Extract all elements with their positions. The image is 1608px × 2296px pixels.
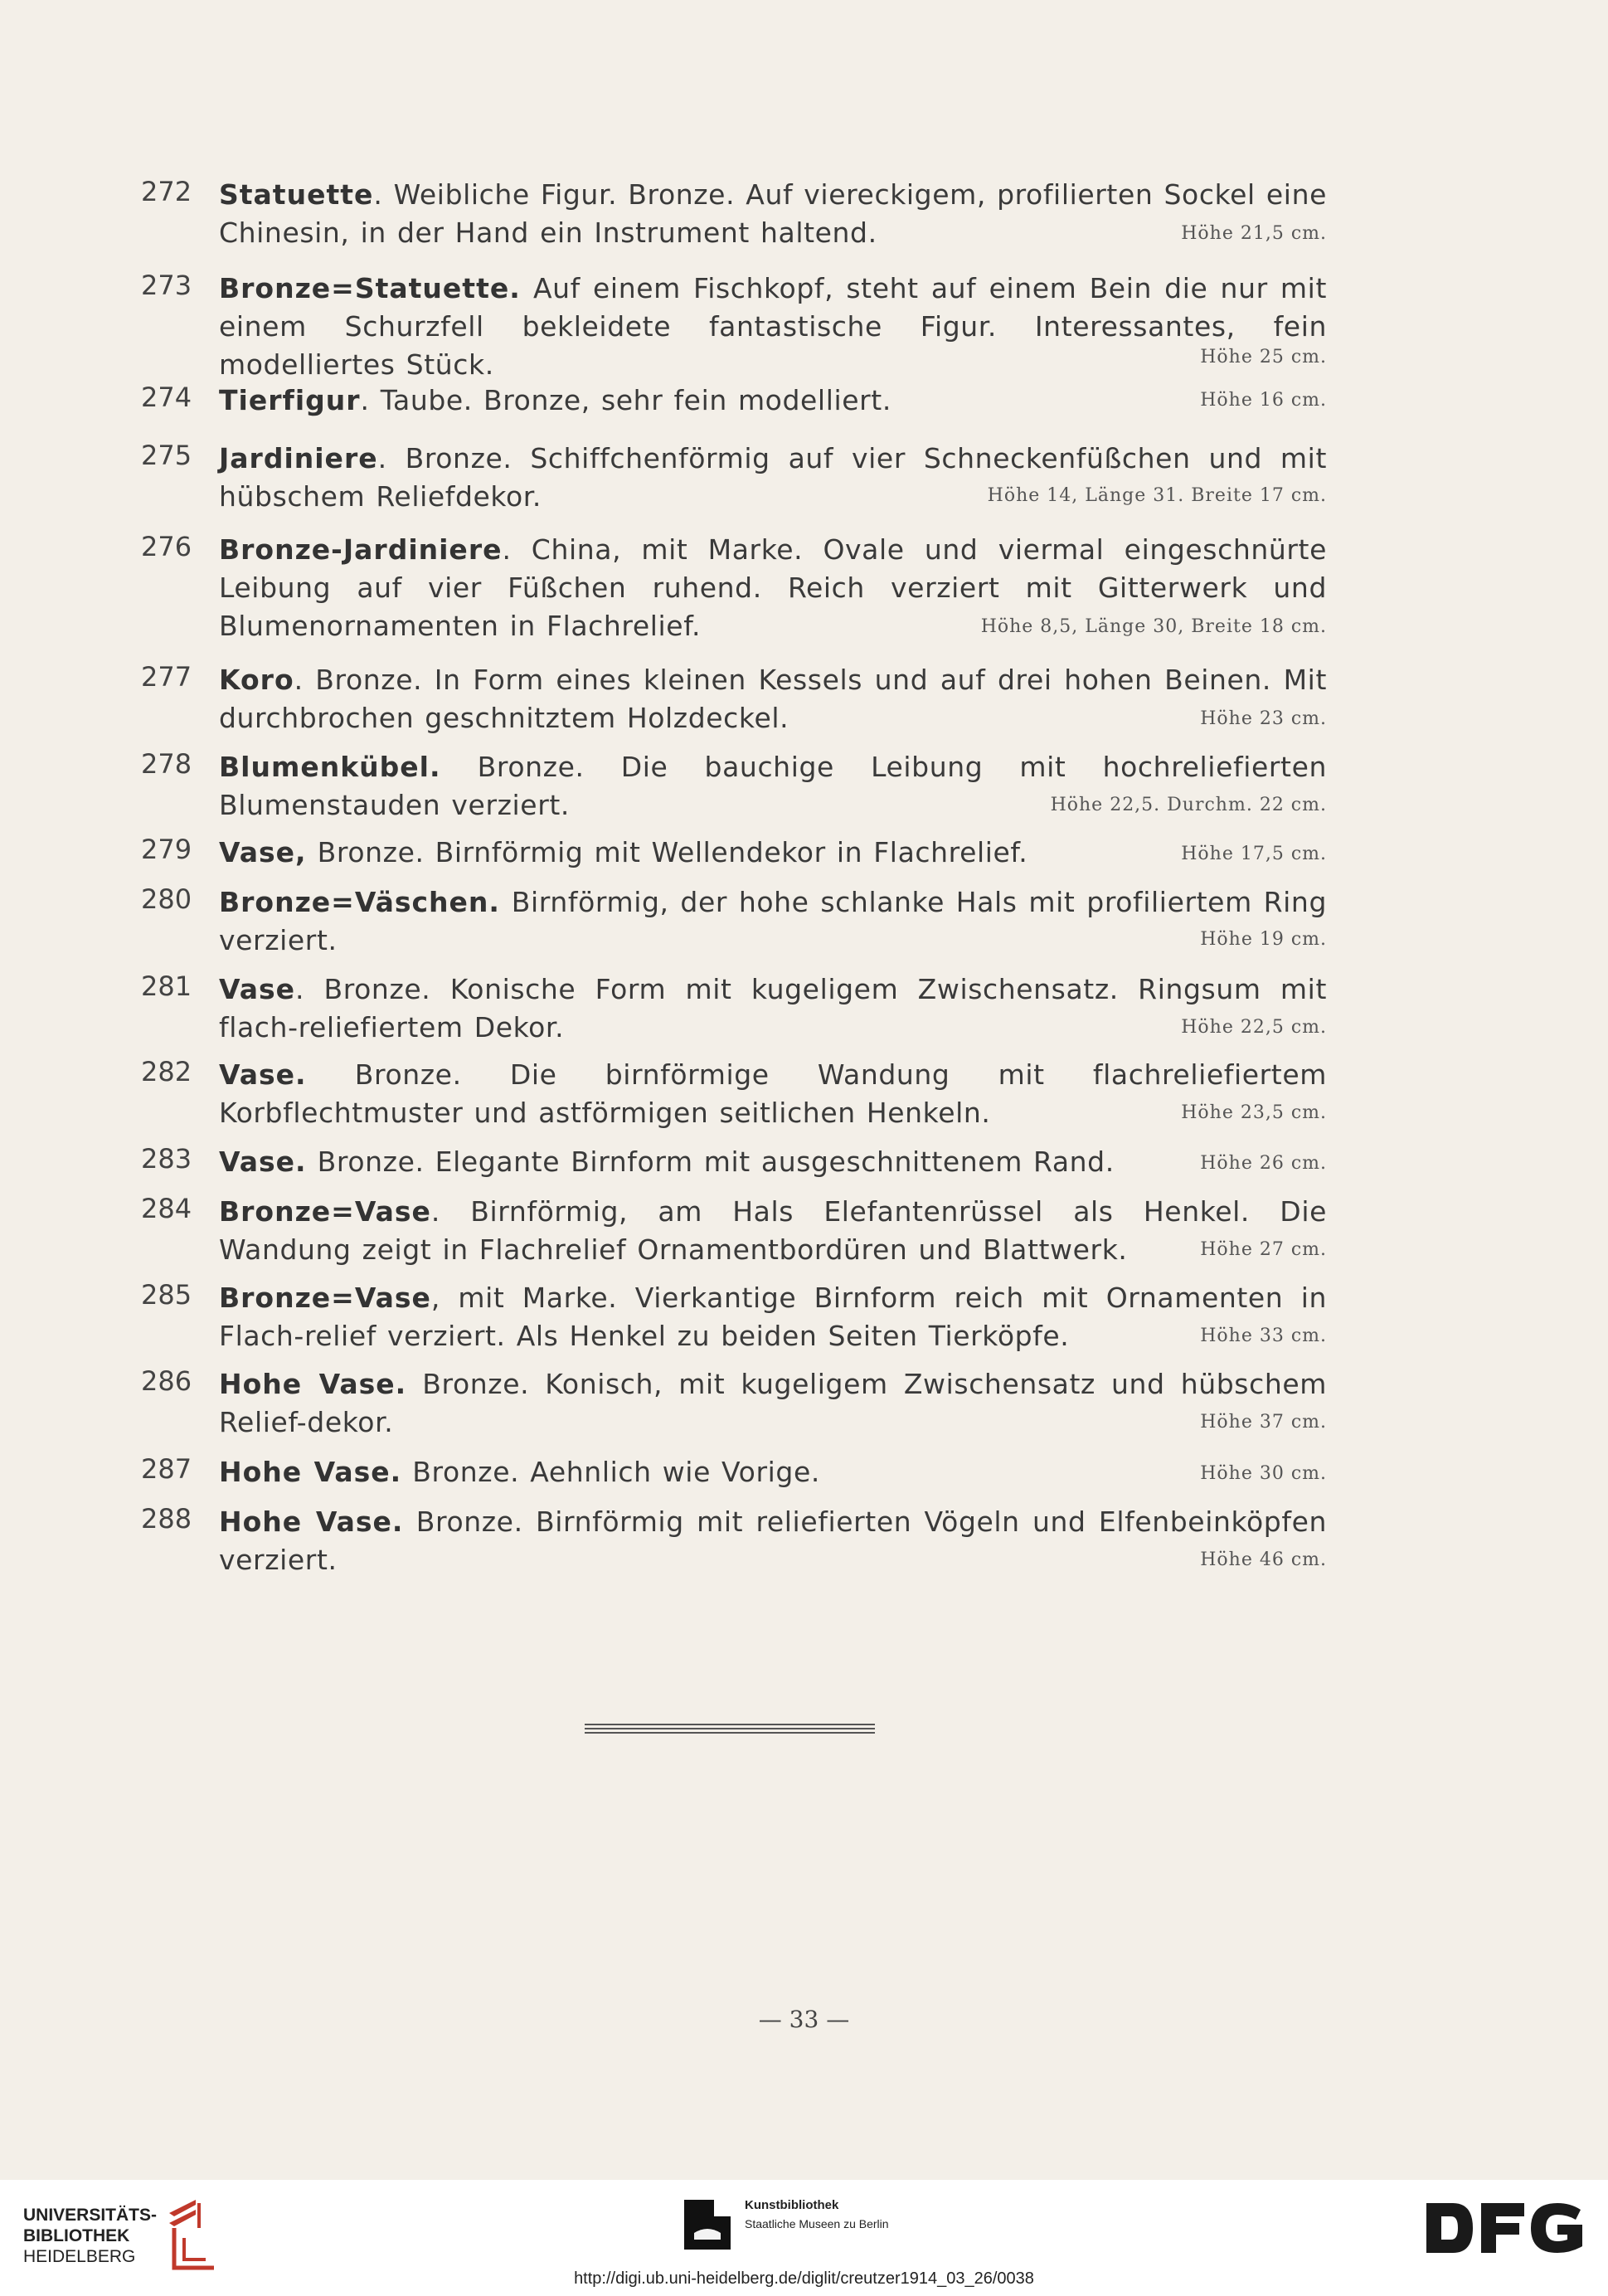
entry-title: Bronze=Vase [219, 1195, 431, 1228]
entry-title: Bronze=Vase [219, 1282, 431, 1314]
entry-description: . Taube. Bronze, sehr fein modelliert. [360, 384, 891, 416]
entry-text [219, 834, 1327, 872]
entry-number: 272 [141, 176, 192, 207]
ub-line-2: BIBLIOTHEK [23, 2226, 130, 2245]
entry-title: Bronze=Statuette. [219, 272, 521, 304]
entry-number: 281 [141, 970, 192, 1002]
entry-description: Bronze. Konisch, mit kugeligem Zwischensatz und hübschem Relief-dekor. [219, 1368, 1327, 1438]
entry-description: . Bronze. In Form eines kleinen Kessels und auf drei hohen Beinen. Mit durchbrochen geschnitztem Holzdeckel. [219, 664, 1327, 734]
entry-number: 274 [141, 382, 192, 413]
entry-dimensions: Höhe 14, Länge 31. Breite 17 cm. [987, 485, 1327, 506]
entry-description: . Bronze. Konische Form mit kugeligem Zwischensatz. Ringsum mit flach-reliefiertem Dekor. [219, 973, 1327, 1043]
entry-dimensions: Höhe 21,5 cm. [1181, 223, 1327, 244]
kunstbibliothek-logo-icon[interactable] [684, 2200, 731, 2250]
entry-text [219, 1453, 1327, 1491]
entry-dimensions: Höhe 23 cm. [1200, 708, 1327, 729]
ub-line-3: HEIDELBERG [23, 2247, 136, 2266]
entry-description: , mit Marke. Vierkantige Birnform reich mit Ornamenten in Flach-relief verziert. Als Henkel zu beiden Seiten Tierköpfe. [219, 1282, 1327, 1352]
entry-text [219, 1503, 1327, 1579]
entry-description: Bronze. Birnförmig mit Wellendekor in Flachrelief. [306, 836, 1028, 868]
entry-title: Hohe Vase. [219, 1456, 402, 1488]
entry-dimensions: Höhe 46 cm. [1200, 1549, 1327, 1570]
entry-dimensions: Höhe 26 cm. [1200, 1153, 1327, 1174]
entry-number: 286 [141, 1365, 192, 1397]
entry-title: Vase. [219, 1146, 307, 1178]
entry-text [219, 176, 1327, 252]
entry-title: Blumenkübel. [219, 751, 441, 783]
entry-number: 278 [141, 748, 192, 780]
entry-description: Bronze. Aehnlich wie Vorige. [401, 1456, 820, 1488]
entry-dimensions: Höhe 16 cm. [1200, 390, 1327, 411]
ub-line-1: UNIVERSITÄTS- [23, 2206, 158, 2225]
source-url-link[interactable]: http://digi.ub.uni-heidelberg.de/diglit/creutzer1914_03_26/0038 [574, 2269, 1034, 2288]
entry-title: Vase, [219, 836, 307, 868]
section-divider [585, 1724, 875, 1736]
entry-text [219, 382, 1327, 420]
entry-dimensions: Höhe 37 cm. [1200, 1412, 1327, 1433]
entry-description: . Bronze. Schiffchenförmig auf vier Schneckenfüßchen und mit hübschem Reliefdekor. [219, 442, 1327, 513]
entry-number: 276 [141, 531, 192, 562]
entry-description: Bronze. Elegante Birnform mit ausgeschnittenem Rand. [306, 1146, 1115, 1178]
entry-number: 279 [141, 834, 192, 865]
footer-bar [0, 2180, 1608, 2296]
entry-text [219, 883, 1327, 960]
entry-text [219, 1365, 1327, 1442]
entry-title: Hohe Vase. [219, 1368, 407, 1400]
entry-description: Auf einem Fischkopf, steht auf einem Bein die nur mit einem Schurzfell bekleidete fantastische Figur. Interessantes, fein modelliertes Stück. [219, 272, 1327, 381]
dfg-logo-icon[interactable] [1426, 2203, 1584, 2253]
entry-text [219, 1193, 1327, 1269]
entry-number: 283 [141, 1143, 192, 1175]
entry-text [219, 1143, 1327, 1181]
entry-title: Statuette [219, 178, 374, 211]
kunstbibliothek-subtitle: Staatliche Museen zu Berlin [745, 2217, 889, 2230]
entry-dimensions: Höhe 33 cm. [1200, 1326, 1327, 1346]
kunstbibliothek-name: Kunstbibliothek [745, 2198, 839, 2212]
entry-number: 288 [141, 1503, 192, 1535]
entry-dimensions: Höhe 17,5 cm. [1181, 844, 1327, 864]
entry-text [219, 970, 1327, 1047]
entry-number: 275 [141, 440, 192, 471]
entry-number: 287 [141, 1453, 192, 1485]
entry-title: Vase. [219, 1058, 307, 1091]
entry-title: Bronze=Väschen. [219, 886, 500, 918]
entry-description: . Weibliche Figur. Bronze. Auf viereckigem, profilierten Sockel eine Chinesin, in der Hand ein Instrument haltend. [219, 178, 1327, 249]
entry-text [219, 270, 1327, 384]
entry-text [219, 1279, 1327, 1355]
kunstbibliothek-label[interactable] [745, 2198, 889, 2230]
entry-dimensions: Höhe 27 cm. [1200, 1239, 1327, 1260]
entry-text [219, 1056, 1327, 1132]
entry-dimensions: Höhe 19 cm. [1200, 929, 1327, 950]
entry-title: Bronze-Jardiniere [219, 533, 503, 566]
entry-dimensions: Höhe 22,5. Durchm. 22 cm. [1050, 795, 1327, 815]
entry-description: . China, mit Marke. Ovale und viermal eingeschnürte Leibung auf vier Füßchen ruhend. Reich verziert mit Gitterwerk und Blumenornamenten in Flachrelief. [219, 533, 1327, 642]
entry-title: Tierfigur [219, 384, 361, 416]
entry-dimensions: Höhe 30 cm. [1200, 1463, 1327, 1484]
entry-title: Hohe Vase. [219, 1506, 404, 1538]
entry-number: 280 [141, 883, 192, 915]
page-number: — 33 — [758, 2006, 850, 2033]
entry-number: 273 [141, 270, 192, 301]
entry-description: Birnförmig, der hohe schlanke Hals mit profiliertem Ring verziert. [219, 886, 1327, 956]
entry-dimensions: Höhe 22,5 cm. [1181, 1017, 1327, 1038]
entry-number: 284 [141, 1193, 192, 1224]
entry-dimensions: Höhe 23,5 cm. [1181, 1102, 1327, 1123]
entry-description: Bronze. Die bauchige Leibung mit hochreliefierten Blumenstauden verziert. [219, 751, 1327, 821]
entry-dimensions: Höhe 8,5, Länge 30, Breite 18 cm. [980, 616, 1327, 637]
entry-title: Vase [219, 973, 296, 1005]
entry-number: 282 [141, 1056, 192, 1087]
entry-title: Koro [219, 664, 294, 696]
entry-dimensions: Höhe 25 cm. [1200, 347, 1327, 367]
ub-heidelberg-logo-icon[interactable] [163, 2195, 224, 2274]
entry-description: . Birnförmig, am Hals Elefantenrüssel als Henkel. Die Wandung zeigt in Flachrelief Ornamentbordüren und Blattwerk. [219, 1195, 1327, 1266]
entry-number: 277 [141, 661, 192, 693]
ub-heidelberg-wordmark[interactable] [23, 2205, 157, 2267]
entry-description: Bronze. Birnförmig mit reliefierten Vögeln und Elfenbeinköpfen verziert. [219, 1506, 1327, 1576]
entry-title: Jardiniere [219, 442, 378, 474]
entry-number: 285 [141, 1279, 192, 1311]
entry-description: Bronze. Die birnförmige Wandung mit flachreliefiertem Korbflechtmuster und astförmigen seitlichen Henkeln. [219, 1058, 1327, 1129]
entry-text [219, 661, 1327, 737]
